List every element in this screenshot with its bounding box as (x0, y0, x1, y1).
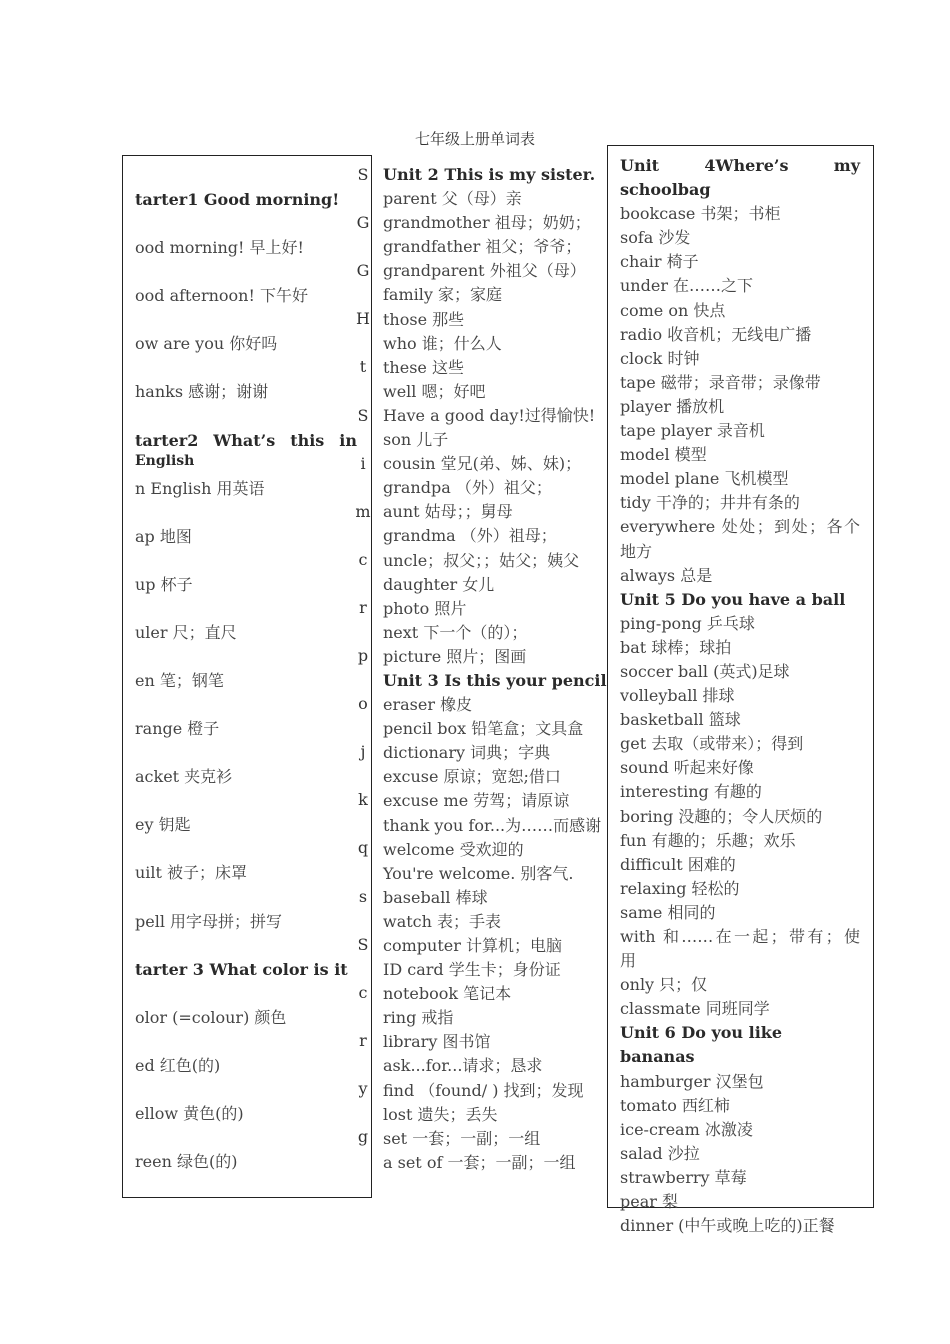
vocab-entry: grandparent 外祖父（母） (383, 261, 586, 281)
vocab-entry: computer 计算机；电脑 (383, 936, 562, 955)
vocab-entry: excuse 原谅；宽恕;借口 (383, 767, 561, 787)
vocab-entry: Have a good day!过得愉快! (383, 405, 596, 425)
vocab-entry: those 那些 (383, 309, 465, 329)
vocab-entry: well 嗯；好吧 (383, 381, 486, 401)
vocab-entry: get 去取（或带来）；得到 (620, 734, 804, 754)
vocab-entry: a set of 一套；一副；一组 (383, 1152, 576, 1172)
vocab-entry: come on 快点 (620, 300, 726, 320)
vocab-entry: pear 梨 (620, 1192, 678, 1212)
vocab-entry: soccer ball (英式)足球 (620, 661, 790, 681)
clipped-letter: i (360, 453, 366, 473)
vocab-entry: hanks 感谢；谢谢 (135, 382, 269, 402)
vocab-entry: up 杯子 (135, 574, 193, 594)
unit-heading: Unit 6 Do you like bananas (620, 1023, 783, 1067)
clipped-letter: o (358, 694, 368, 714)
vocab-entry: You're welcome. 别客气. (383, 863, 574, 883)
clipped-letter: c (358, 982, 368, 1002)
vocab-entry: ping-pong 乒乓球 (620, 613, 755, 633)
vocab-entry: watch 表；手表 (383, 911, 502, 931)
clipped-letter: G (356, 261, 370, 281)
vocab-entry: grandmother 祖母；奶奶； (383, 213, 591, 233)
vocab-entry: baseball 棒球 (383, 887, 488, 907)
vocab-column-right (607, 145, 874, 1236)
vocab-entry: pencil box 铅笔盒；文具盒 (383, 719, 584, 739)
vocab-entry: pell 用字母拼；拼写 (135, 911, 283, 931)
vocab-entry: uilt 被子；床罩 (135, 863, 248, 883)
vocab-entry: basketball 篮球 (620, 710, 741, 730)
clipped-letter: s (358, 886, 368, 906)
vocab-entry: these 这些 (383, 357, 464, 377)
clipped-letter: S (357, 165, 369, 184)
vocab-entry: family 家；家庭 (383, 285, 502, 305)
unit-heading: Unit 5 Do you have a ball (620, 589, 846, 609)
vocab-entry: tape player 录音机 (620, 421, 765, 441)
vocab-entry: library 图书馆 (383, 1032, 491, 1052)
unit-heading: schoolbag (620, 180, 711, 200)
section-heading: tarter1 Good morning! (135, 190, 340, 209)
vocab-entry: always 总是 (620, 565, 713, 585)
vocab-entry: acket 夹克衫 (135, 767, 233, 787)
vocab-entry: fun 有趣的；乐趣；欢乐 (620, 830, 796, 850)
vocab-entry: difficult 困难的 (620, 854, 736, 874)
vocab-entry: ap 地图 (135, 526, 192, 546)
vocab-entry: salad 沙拉 (620, 1143, 700, 1163)
vocab-entry: uncle；叔父；；姑父；姨父 (383, 550, 580, 570)
clipped-letter: k (358, 790, 368, 810)
vocab-entry: model 模型 (620, 445, 707, 465)
vocab-entry: 地方 (620, 541, 653, 561)
vocab-entry: ow are you 你好吗 (135, 334, 278, 354)
vocab-entry: tape 磁带；录音带；录像带 (620, 372, 821, 392)
vocab-entry: under 在……之下 (620, 276, 754, 296)
vocab-entry: ood morning! 早上好! (135, 238, 304, 258)
vocab-column-left (122, 155, 372, 1198)
vocab-entry: reen 绿色(的) (135, 1152, 238, 1171)
vocab-entry: ey 钥匙 (135, 815, 191, 835)
vocab-entry: with 和……在一起；带有；使 (620, 927, 860, 946)
vocab-entry: lost 遗失；丢失 (383, 1104, 498, 1124)
vocab-entry: cousin 堂兄(弟、姊、妹)； (383, 454, 582, 474)
vocab-entry: ood afternoon! 下午好 (135, 286, 308, 306)
vocab-entry: range 橙子 (135, 719, 220, 739)
page-title: 七年级上册单词表 (414, 130, 535, 148)
vocab-entry: grandpa （外）祖父； (383, 478, 552, 498)
vocab-entry: interesting 有趣的 (620, 782, 762, 802)
vocab-entry: sound 听起来好像 (620, 758, 754, 778)
vocab-entry: find （found/ ) 找到；发现 (383, 1080, 584, 1100)
vocab-entry: dinner (中午或晚上吃的)正餐 (620, 1216, 835, 1236)
unit-heading: Unit 4Where’s my (620, 156, 860, 175)
vocab-entry: excuse me 劳驾；请原谅 (383, 791, 570, 811)
clipped-letter: t (359, 357, 367, 377)
clipped-letter: S (357, 405, 369, 425)
vocab-entry: who 谁；什么人 (383, 333, 502, 353)
vocab-entry: set 一套；一副；一组 (383, 1128, 541, 1148)
vocab-entry: welcome 受欢迎的 (383, 839, 524, 859)
vocab-entry: boring 没趣的；令人厌烦的 (620, 806, 823, 826)
vocab-entry: ID card 学生卡；身份证 (383, 960, 561, 980)
vocab-entry: son 儿子 (383, 430, 449, 450)
vocab-entry: dictionary 词典；字典 (383, 743, 551, 763)
vocab-entry: player 播放机 (620, 396, 725, 416)
clipped-letter: S (357, 934, 369, 954)
vocab-entry: ask...for...请求；恳求 (383, 1056, 543, 1076)
vocab-entry: ice-cream 冰激凌 (620, 1119, 753, 1139)
vocab-entry: grandma （外）祖母； (383, 526, 557, 546)
vocab-entry: bat 球棒；球拍 (620, 637, 732, 657)
vocab-entry: hamburger 汉堡包 (620, 1071, 764, 1091)
vocab-entry: tidy 干净的；井井有条的 (620, 493, 800, 513)
vocab-entry: photo 照片 (383, 598, 467, 618)
vocab-entry: relaxing 轻松的 (620, 878, 740, 898)
vocab-entry: clock 时钟 (620, 348, 700, 368)
vocab-entry: tomato 西红柿 (620, 1095, 730, 1115)
clipped-letter: j (360, 742, 366, 762)
vocab-entry: sofa 沙发 (620, 228, 691, 248)
vocab-entry: 用 (620, 951, 637, 971)
clipped-letter: y (358, 1078, 368, 1098)
vocab-entry: ring 戒指 (383, 1008, 454, 1028)
unit-heading: Unit 3 Is this your pencil (383, 670, 607, 690)
vocab-entry: volleyball 排球 (620, 686, 735, 706)
vocab-entry: model plane 飞机模型 (620, 469, 789, 489)
vocab-entry: ellow 黄色(的) (135, 1103, 244, 1123)
vocab-entry: thank you for...为……而感谢 (383, 815, 602, 835)
vocab-entry: eraser 橡皮 (383, 695, 473, 715)
clipped-letter: H (356, 309, 370, 329)
vocab-column-middle (383, 163, 607, 1175)
clipped-letter: r (359, 597, 367, 617)
vocab-entry: grandfather 祖父；爷爷； (383, 237, 582, 257)
clipped-letter: q (357, 838, 369, 858)
vocab-entry: bookcase 书架；书柜 (620, 204, 781, 224)
vocab-entry: same 相同的 (620, 902, 716, 922)
clipped-letter: g (357, 1127, 369, 1146)
vocab-entry: ed 红色(的) (135, 1055, 221, 1075)
section-heading: tarter 3 What color is it (135, 959, 348, 979)
section-heading: tarter2 What’s this in English (135, 430, 357, 469)
vocab-entry: aunt 姑母；；舅母 (383, 502, 513, 522)
vocab-entry: everywhere 处处；到处；各个 (620, 517, 860, 537)
clipped-letter: p (357, 646, 369, 665)
clipped-letter: G (356, 213, 370, 233)
clipped-letter: m (355, 501, 371, 521)
vocab-entry: radio 收音机；无线电广播 (620, 324, 812, 344)
vocab-entry: daughter 女儿 (383, 574, 495, 594)
unit-heading: Unit 2 This is my sister. (383, 165, 596, 184)
vocab-entry: olor (=colour) 颜色 (135, 1007, 287, 1027)
vocab-entry: next 下一个（的）； (383, 622, 528, 642)
vocab-entry: en 笔；钢笔 (135, 671, 224, 690)
vocab-entry: strawberry 草莓 (620, 1167, 747, 1187)
vocab-entry: chair 椅子 (620, 252, 699, 272)
vocab-entry: notebook 笔记本 (383, 984, 512, 1004)
clipped-letter: r (359, 1030, 367, 1050)
vocab-entry: picture 照片；图画 (383, 646, 527, 666)
clipped-letter: c (358, 549, 368, 569)
vocab-entry: parent 父（母）亲 (383, 189, 522, 209)
vocab-entry: classmate 同班同学 (620, 999, 770, 1019)
vocab-entry: n English 用英语 (135, 478, 265, 498)
vocab-entry: uler 尺；直尺 (135, 622, 237, 642)
vocab-entry: only 只；仅 (620, 975, 708, 995)
